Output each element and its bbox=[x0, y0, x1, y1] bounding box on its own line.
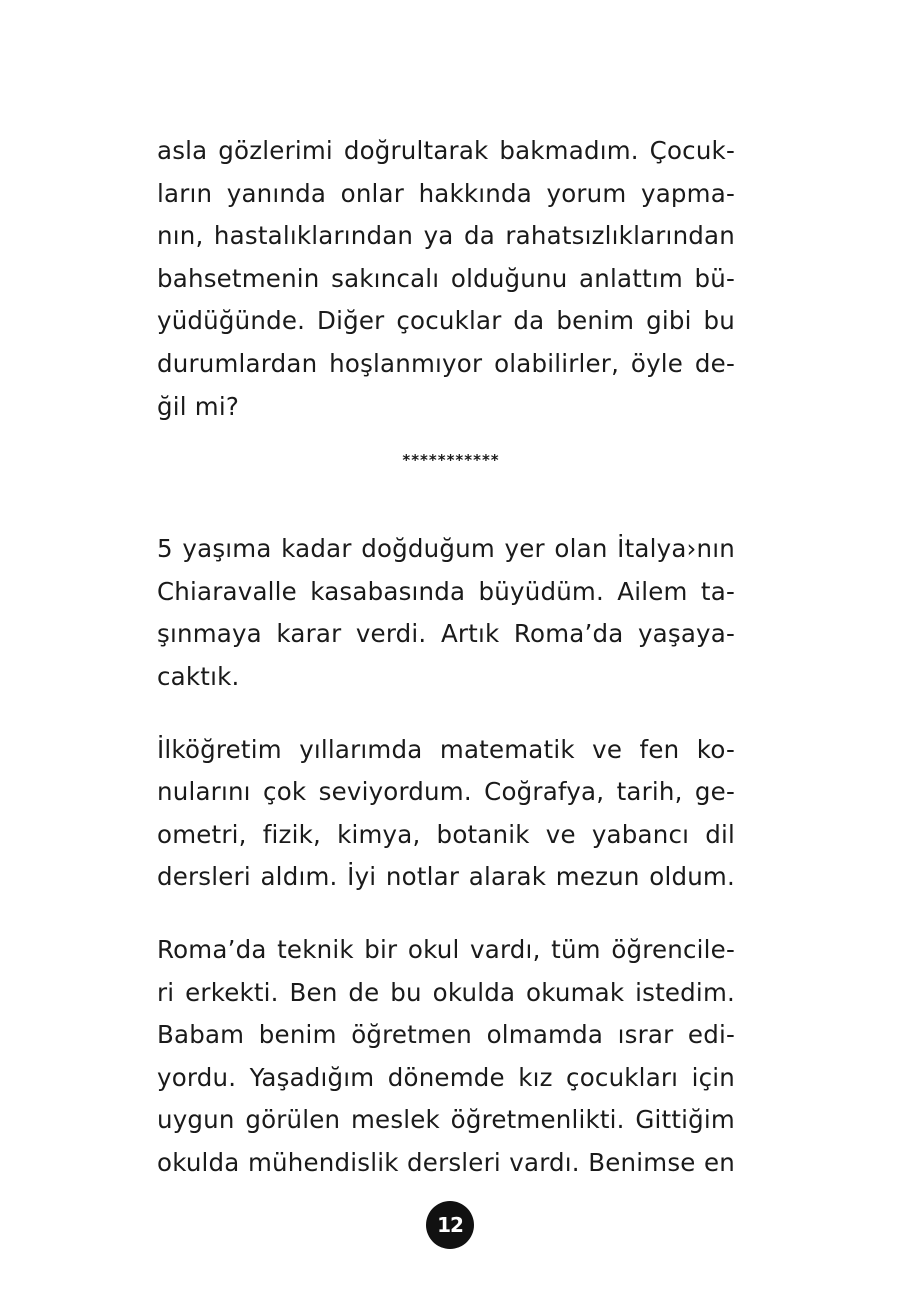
text-line: caktık. bbox=[157, 661, 240, 691]
text-line: Chiaravalle kasabasında büyüdüm. Ailem ta- bbox=[157, 576, 735, 606]
text-line: Babam benim öğretmen olmamda ısrar edi- bbox=[157, 1020, 735, 1050]
text-line: uygun görülen meslek öğretmenlikti. Gittiğim bbox=[157, 1105, 735, 1135]
text-line: asla gözlerimi doğrultarak bakmadım. Çocuk- bbox=[157, 136, 735, 165]
text-line: ların yanında onlar hakkında yorum yapma- bbox=[157, 178, 735, 208]
text-line: nularını çok seviyordum. Coğrafya, tarih, ge- bbox=[157, 777, 735, 807]
paragraph-4 bbox=[157, 929, 735, 1185]
text-line: ğil mi? bbox=[157, 391, 240, 421]
text-line: İlköğretim yıllarımda matematik ve fen ko- bbox=[157, 734, 735, 764]
text-line: 5 yaşıma kadar doğduğum yer olan İtalya›nın bbox=[157, 534, 735, 564]
text-line: nın, hastalıklarından ya da rahatsızlıklarından bbox=[157, 221, 735, 251]
text-line: durumlardan hoşlanmıyor olabilirler, öyle de- bbox=[157, 348, 735, 378]
text-line: yüdüğünde. Diğer çocuklar da benim gibi bu bbox=[157, 306, 735, 336]
page-body bbox=[157, 130, 735, 1184]
paragraph-2 bbox=[157, 528, 735, 698]
text-line: yordu. Yaşadığım dönemde kız çocukları için bbox=[157, 1062, 735, 1092]
text-line: dersleri aldım. İyi notlar alarak mezun oldum. bbox=[157, 862, 735, 892]
paragraph-3 bbox=[157, 729, 735, 899]
text-line: Roma’da teknik bir okul vardı, tüm öğrencile- bbox=[157, 934, 735, 964]
text-line: ometri, fizik, kimya, botanik ve yabancı dil bbox=[157, 819, 735, 849]
section-separator: *********** bbox=[402, 451, 500, 470]
text-line: okulda mühendislik dersleri vardı. Benimse en bbox=[157, 1147, 735, 1177]
text-line: bahsetmenin sakıncalı olduğunu anlattım bü- bbox=[157, 263, 735, 293]
text-line: şınmaya karar verdi. Artık Roma’da yaşaya- bbox=[157, 619, 735, 649]
text-line: ri erkekti. Ben de bu okulda okumak istedim. bbox=[157, 977, 735, 1007]
paragraph-1 bbox=[157, 130, 735, 428]
page-number-badge: 12 bbox=[426, 1201, 474, 1249]
